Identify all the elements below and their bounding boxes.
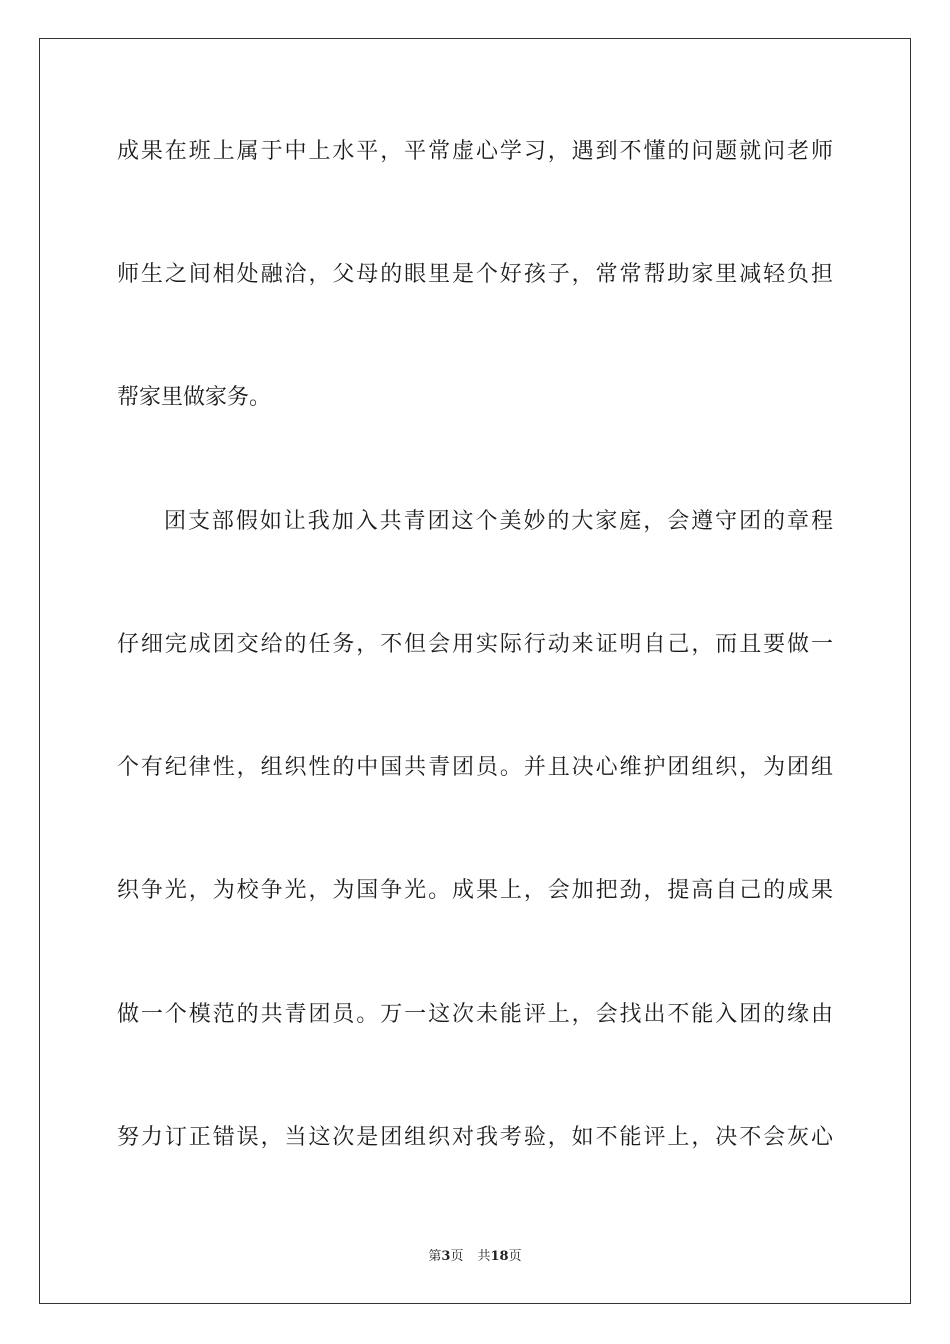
body-text-line-7: 织争光，为校争光，为国争光。成果上，会加把劲，提高自己的成果 [117,878,833,903]
body-text-line-1: 成果在班上属于中上水平，平常虚心学习，遇到不懂的问题就问老师 [117,139,833,164]
footer-total-suffix: 页 [508,1249,522,1264]
body-text-line-6: 个有纪律性，组织性的中国共青团员。并且决心维护团组织，为团组 [117,755,833,780]
page-border [39,38,911,1304]
footer-total-pages: 18 [490,1249,509,1264]
body-text-line-3: 帮家里做家务。 [117,385,272,410]
footer-page-number: 3 [441,1249,451,1264]
body-text-line-9: 努力订正错误，当这次是团组织对我考验，如不能评上，决不会灰心 [117,1125,833,1150]
body-text-line-5: 仔细完成团交给的任务，不但会用实际行动来证明自己，而且要做一 [117,632,833,657]
footer-page-suffix: 页 [450,1249,464,1264]
footer-page-prefix: 第 [428,1249,442,1264]
footer-total-prefix: 共 [477,1249,491,1264]
body-text-line-2: 师生之间相处融洽，父母的眼里是个好孩子，常常帮助家里减轻负担 [117,262,833,287]
body-text-line-4: 团支部假如让我加入共青团这个美妙的大家庭，会遵守团的章程 [164,509,833,534]
body-text-line-8: 做一个模范的共青团员。万一这次未能评上，会找出不能入团的缘由 [117,1002,833,1027]
page-footer [0,1248,950,1266]
